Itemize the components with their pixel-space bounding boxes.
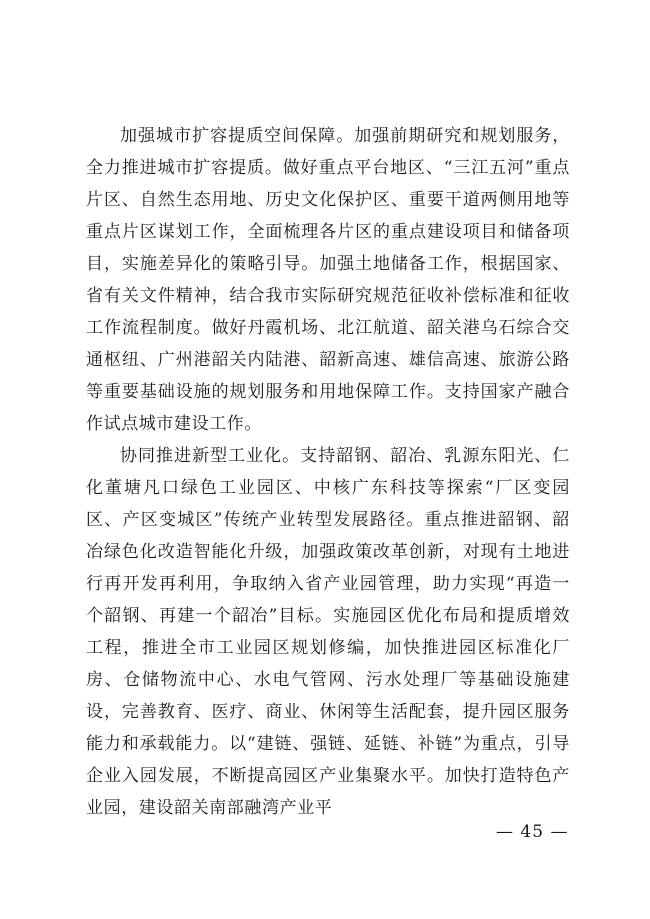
paragraph-industrialization: 协同推进新型工业化。支持韶钢、韶冶、乳源东阳光、仁化董塘凡口绿色工业园区、中核广东科技等探索“厂区变园区、产区变城区”传统产业转型发展路径。重点推进韶钢、韶冶绿色化改造智能化升级，加强政策改革创新，对现有土地进行再开发再利用，争取纳入省产业园管理，助力实现“再造一个韶钢、再建一个韶冶”目标。实施园区优化布局和提质增效工程，推进全市工业园区规划修编，加快推进园区标准化厂房、仓储物流中心、水电气管网、污水处理厂等基础设施建设，完善教育、医疗、商业、休闲等生活配套，提升园区服务能力和承载能力。以“建链、强链、延链、补链”为重点，引导企业入园发展，不断提高园区产业集聚水平。加快打造特色产业园，建设韶关南部融湾产业平: [86, 446, 570, 818]
paragraph-urban-expansion: 加强城市扩容提质空间保障。加强前期研究和规划服务，全力推进城市扩容提质。做好重点平台地区、“三江五河”重点片区、自然生态用地、历史文化保护区、重要干道两侧用地等重点片区谋划工作，全面梳理各片区的重点建设项目和储备项目，实施差异化的策略引导。加强土地储备工作，根据国家、省有关文件精神，结合我市实际研究规范征收补偿标准和征收工作流程制度。做好丹霞机场、北江航道、韶关港乌石综合交通枢纽、广州港韶关内陆港、韶新高速、雄信高速、旅游公路等重要基础设施的规划服务和用地保障工作。支持国家产融合作试点城市建设工作。: [86, 126, 570, 434]
page-number: — 45 —: [496, 822, 569, 842]
